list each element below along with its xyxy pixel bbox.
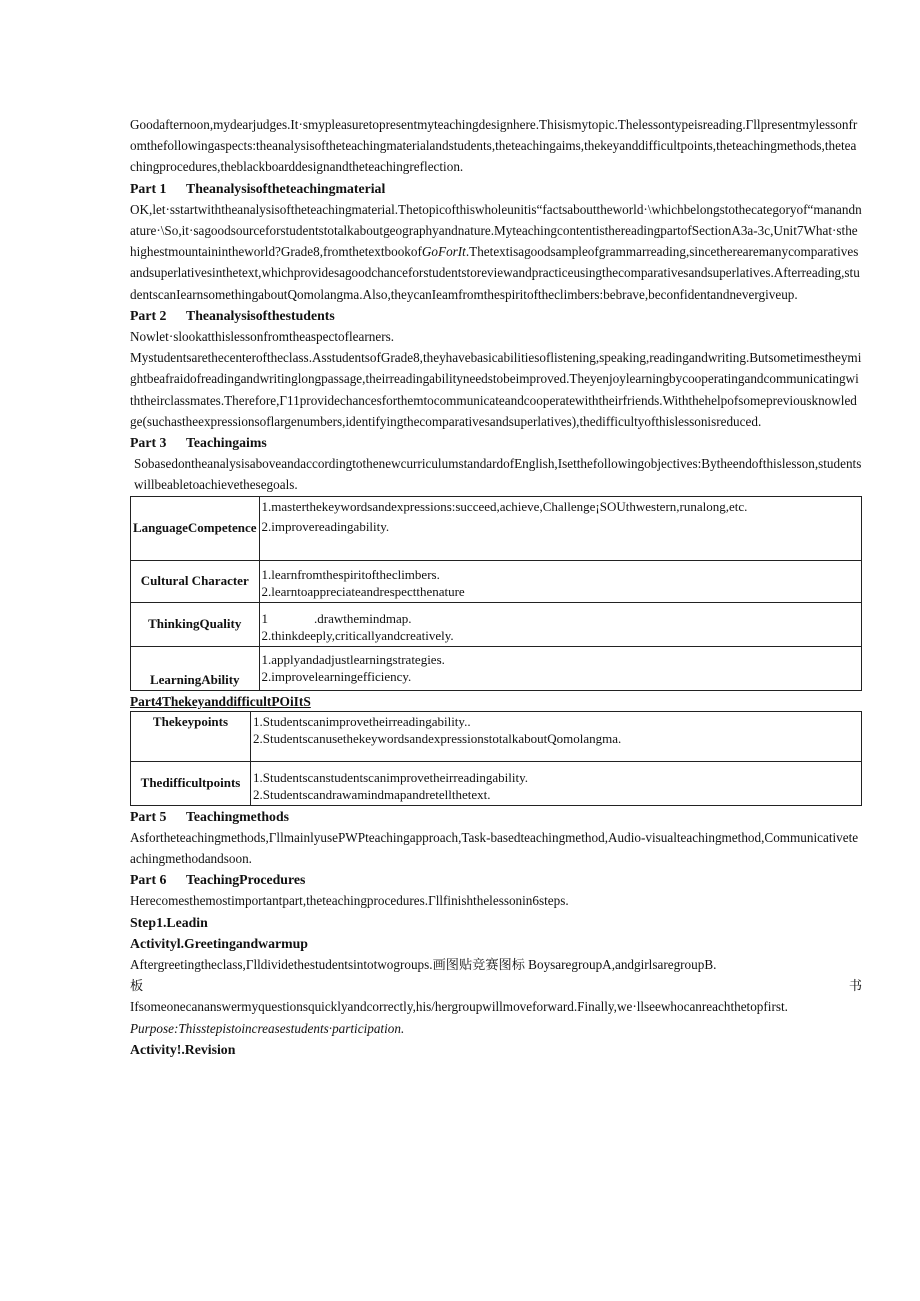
part5-paragraph: Asfortheteachingmethods,ΓllmainlyusePWPteachingapproach,Task-basedteachingmethod,Audio-visualteachingmethod,Communicativeteachingmethodandsoon. <box>130 829 859 867</box>
difficult-points-label: Thedifficultpoints <box>131 761 251 805</box>
aim-content-thinking <box>259 602 862 646</box>
part1-book-title: GoForIt <box>421 244 466 260</box>
part6-title: TeachingProcedures <box>186 872 306 888</box>
aim-line: 1.applyandadjustlearningstrategies. <box>261 651 445 667</box>
board-note-line <box>130 975 862 996</box>
aim-line-text: .drawthemindmap. <box>314 610 412 626</box>
teaching-aims-table <box>130 496 862 691</box>
key-line: 2.StudentscanusethekeywordsandexpressionstotalkaboutQomolangma. <box>253 731 622 747</box>
table-row <box>131 711 862 761</box>
part2-number: Part 2 <box>130 307 167 323</box>
activity2-heading: Activity!.Revision <box>130 1041 236 1057</box>
activity1-paragraph-2: Ifsomeonecananswermyquestionsquicklyandcorrectly,his/hergroupwillmoveforward.Finally,we·llseewhocanreachthetopfirst. <box>130 999 788 1015</box>
aim-label-cultural: Cultural Character <box>131 560 260 602</box>
document-page <box>130 114 862 1060</box>
activity1-paragraph: Aftergreetingtheclass,Γlldividethestudentsintotwogroups.画图贴竞赛图标 BoysaregroupA,andgirlsaregroupB. <box>130 957 717 973</box>
activity1-heading: Activityl.Greetingandwarmup <box>130 935 308 951</box>
step1-heading: Step1.Leadin <box>130 914 208 930</box>
key-line: 1.Studentscanstudentscanimprovetheirreadingability. <box>253 769 528 785</box>
part3-number: Part 3 <box>130 435 167 451</box>
table-row <box>131 761 862 805</box>
key-points-content <box>251 711 862 761</box>
aim-content-language <box>259 496 862 560</box>
table-row <box>131 560 862 602</box>
part2-heading <box>130 305 862 326</box>
part6-paragraph: Herecomesthemostimportantpart,theteachingprocedures.Γllfinishthelessonin6steps. <box>130 893 569 909</box>
aim-line: 2.improvelearningefficiency. <box>261 669 412 685</box>
aim-label-language: LanguageCompetence <box>131 496 260 560</box>
key-points-table <box>130 711 862 806</box>
aim-line: 2.learntoappreciateandrespectthenature <box>261 584 465 600</box>
part1-number: Part 1 <box>130 180 167 196</box>
board-note-left: 板 <box>130 978 144 994</box>
part1-heading <box>130 178 862 199</box>
part2-paragraph-1: Nowlet·slookatthislessonfromtheaspectoflearners. <box>130 329 395 345</box>
aim-line-number: 1 <box>261 610 268 626</box>
aim-line: 1.masterthekeywordsandexpressions:succeed,achieve,Challenge¡SOUthwestern,runalong,etc. <box>261 498 748 514</box>
aim-content-cultural <box>259 560 862 602</box>
intro-paragraph: Goodafternoon,mydearjudges.It·smypleasuretopresentmyteachingdesignhere.Thisismytopic.Thelessontypeisreading.Γllpresentmylessonfromthefollowingaspects:theanalysisoftheteachingmaterialandstudents,theteachingaims,thekeyanddifficultpoints,theteachingmethods,theteachingprocedures,theblackboarddesignandtheteachingreflection. <box>130 117 858 175</box>
table-row <box>131 496 862 560</box>
part6-heading <box>130 869 862 890</box>
part3-title: Teachingaims <box>186 435 267 451</box>
difficult-points-content <box>251 761 862 805</box>
aim-label-thinking: ThinkingQuality <box>131 602 260 646</box>
part1-text-a: OK,let·sstartwiththeanalysisoftheteachingmaterial.Thetopicofthiswholeunitis“factsabouttheworld·\whichbelongstothecategoryof“manandnature·\So,it·sagoodsourceforstudentstotalkaboutgeographyandnature.MyteachingcontentisthereadingpartofSectionA3a-3c,Unit7What·sthehighestmountainintheworld?Grade8,fromthetextbookof <box>130 201 862 260</box>
key-line: 1.Studentscanimprovetheirreadingability.. <box>253 713 471 729</box>
part3-heading <box>130 432 862 453</box>
part5-title: Teachingmethods <box>186 808 289 824</box>
aim-line: 2.thinkdeeply,criticallyandcreatively. <box>261 628 454 644</box>
part2-title: Theanalysisofthestudents <box>186 307 335 323</box>
aim-line: 1.learnfromthespiritoftheclimbers. <box>261 566 440 582</box>
aim-content-learning <box>259 646 862 690</box>
aim-line: 2.improvereadingability. <box>261 519 390 535</box>
part2-paragraph-2: Mystudentsarethecenteroftheclass.AsstudentsofGrade8,theyhavebasicabilitiesoflistening,speaking,readingandwriting.Butsometimestheymightbeafraidofreadingandwritinglongpassage,theirreadingabilityneedstobeimproved.Theyenjoylearningbycooperatingandcommunicatingwiththeirclassmates.Therefore,Γ11providechancesforthemtocommunicateandcooperatewiththeirfriends.Withthehelpofsomepreviousknowledge(suchastheexpressionsoflargenumbers,identifyingthecomparativesandsuperlatives),thedifficultyofthislessonisreduced. <box>130 350 862 429</box>
board-note-right: 书 <box>848 978 862 994</box>
part1-text-b: .Thetextisagoodsampleofgrammarreading,sincetherearemanycomparativesandsuperlativesinthetext,whichprovidesagoodchanceforstudentstoreviewandpracticeusingthecomparativesandsuperlatives.Afterreading,studentscanIearnsomethingaboutQomolangma.Also,theycanIeamfromthespiritoftheclimbers:bebrave,beconfidentandnevergiveup. <box>130 244 860 302</box>
key-line: 2.Studentscandrawamindmapandretellthetext. <box>253 787 491 803</box>
key-points-label: Thekeypoints <box>131 711 251 761</box>
aim-label-learning: LearningAbility <box>131 646 260 690</box>
aim-line <box>262 610 860 628</box>
part1-title: Theanalysisoftheteachingmaterial <box>186 180 386 196</box>
part5-number: Part 5 <box>130 808 167 824</box>
purpose-line: Purpose:Thisstepistoincreasestudents·participation. <box>130 1020 405 1036</box>
part4-heading: Part4ThekeyanddifficultPOiItS <box>130 693 311 709</box>
table-row <box>131 646 862 690</box>
table-row <box>131 602 862 646</box>
part6-number: Part 6 <box>130 872 167 888</box>
part3-paragraph: SobasedontheanalysisaboveandaccordingtothenewcurriculumstandardofEnglish,Isetthefollowingobjectives:Bytheendofthislesson,studentswillbeabletoachievethesegoals. <box>134 456 862 493</box>
part1-paragraph <box>130 199 862 305</box>
part5-heading <box>130 806 862 827</box>
